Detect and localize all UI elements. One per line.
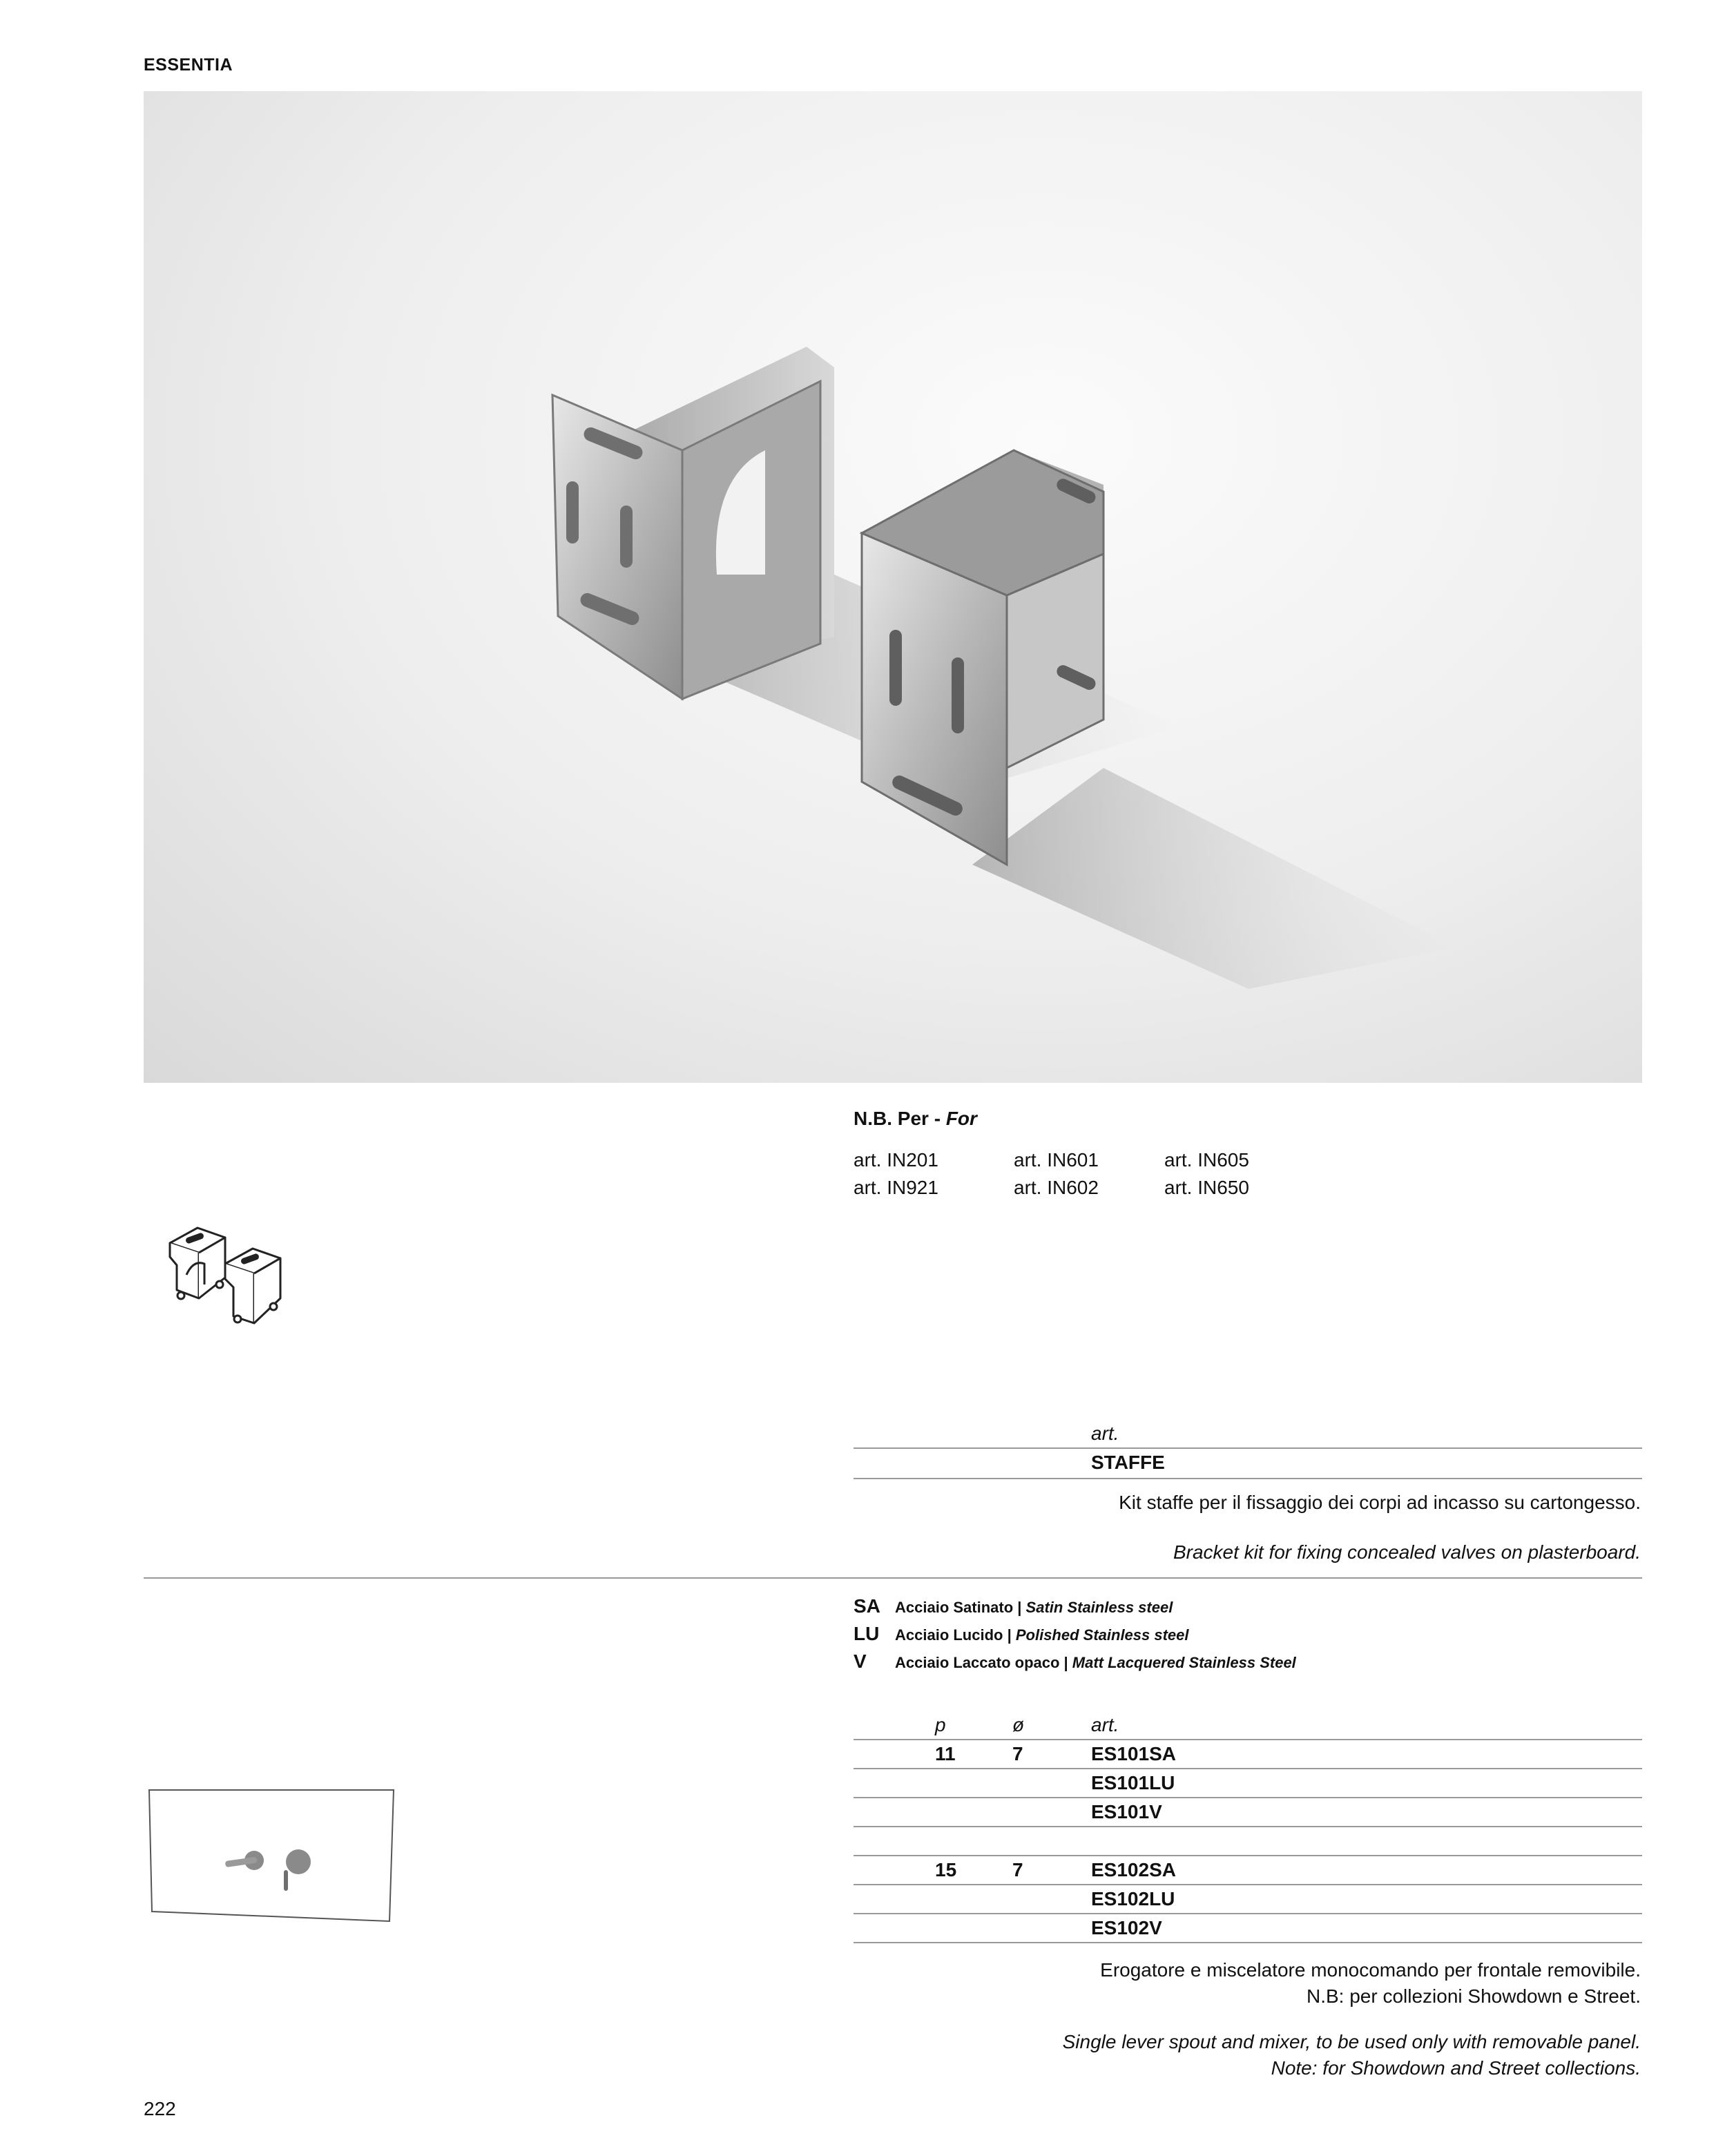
article-item: art. IN601 [1014,1149,1099,1171]
desc-en-line: Single lever spout and mixer, to be used only with removable panel. [1062,2031,1641,2052]
divider [854,1942,1642,1943]
article-item: art. IN650 [1164,1177,1249,1198]
note-title-en: For [945,1108,977,1129]
finish-name-it: Acciaio Laccato opaco | [895,1654,1072,1671]
divider [854,1884,1642,1885]
divider [854,1478,1642,1479]
finish-code: V [854,1650,867,1672]
divider [854,1447,1642,1449]
page-number: 222 [144,2098,176,2119]
divider [854,1855,1642,1856]
cell-art: ES102V [1091,1917,1162,1938]
article-item: art. IN921 [854,1177,938,1198]
spout-mixer-drawing [144,1783,399,1928]
finish-name-it: Acciaio Satinato | [895,1599,1026,1616]
article-item: art. IN602 [1014,1177,1099,1198]
brand-title: ESSENTIA [144,55,233,75]
desc-it-line: Erogatore e miscelatore monocomando per frontale removibile. [1100,1959,1641,1981]
finish-item [854,1650,1296,1673]
product-description-en [1063,2029,1641,2081]
finish-name-en: Matt Lacquered Stainless Steel [1072,1654,1296,1671]
product-photo [144,91,1642,1083]
divider [854,1913,1642,1914]
staffe-description-en: Bracket kit for fixing concealed valves on plasterboard. [1173,1541,1641,1563]
note-title [854,1108,977,1130]
cell-diameter: 7 [1012,1859,1023,1880]
col-header-p: p [935,1714,946,1735]
finish-code: SA [854,1595,880,1617]
cell-diameter: 7 [1012,1743,1023,1764]
finish-name-it: Acciaio Lucido | [895,1626,1016,1644]
cell-p: 11 [935,1743,956,1764]
finish-name-en: Satin Stainless steel [1025,1599,1173,1616]
finish-name-en: Polished Stainless steel [1015,1626,1189,1644]
cell-p: 15 [935,1859,957,1880]
col-header-art: art. [1091,1714,1119,1735]
staffe-description-it: Kit staffe per il fissaggio dei corpi ad incasso su cartongesso. [1119,1492,1641,1513]
cell-art: ES101V [1091,1801,1162,1822]
cell-art: ES102LU [1091,1888,1175,1909]
product-description-it [1100,1957,1641,2010]
finish-item [854,1595,1173,1617]
section-divider [144,1577,1642,1579]
finish-code: LU [854,1623,880,1644]
divider [854,1797,1642,1798]
desc-it-line: N.B: per collezioni Showdown e Street. [1306,1985,1641,2007]
divider [854,1739,1642,1740]
finish-item [854,1623,1189,1645]
compatible-articles [854,1149,1302,1199]
staffe-code: STAFFE [1091,1452,1165,1473]
cell-art: ES102SA [1091,1859,1176,1880]
cell-art: ES101LU [1091,1772,1175,1793]
col-header-diameter: ø [1012,1714,1025,1735]
staffe-art-header: art. [1091,1423,1119,1444]
article-item: art. IN201 [854,1149,938,1171]
cell-art: ES101SA [1091,1743,1176,1764]
divider [854,1826,1642,1827]
bracket-drawing [156,1215,308,1333]
article-item: art. IN605 [1164,1149,1249,1171]
divider [854,1768,1642,1769]
note-title-it: N.B. Per - [854,1108,946,1129]
desc-en-line: Note: for Showdown and Street collections. [1271,2057,1641,2079]
